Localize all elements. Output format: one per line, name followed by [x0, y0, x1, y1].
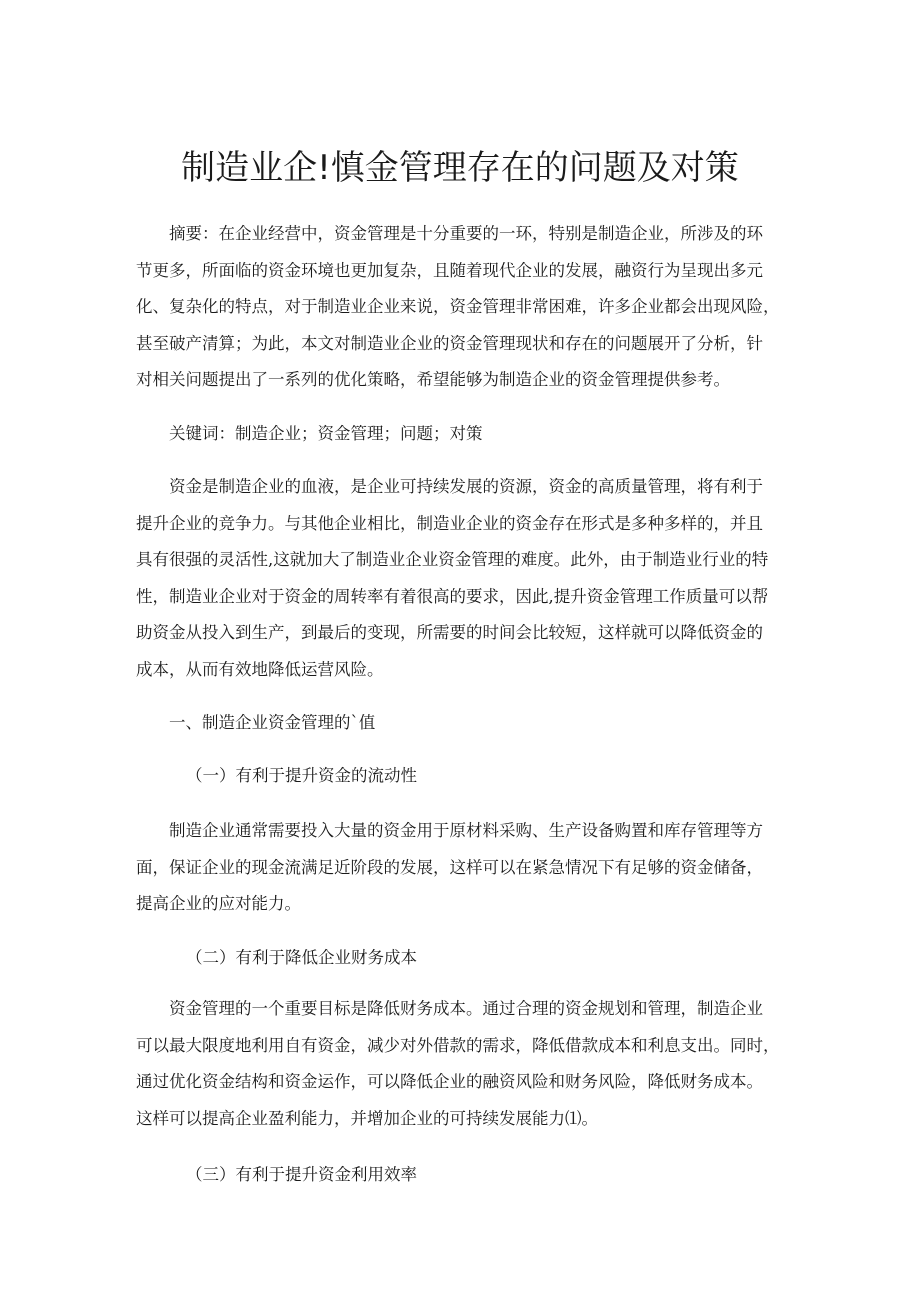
text-line: 通过优化资金结构和资金运作，可以降低企业的融资风险和财务风险，降低财务成本。: [136, 1072, 763, 1092]
subsection-heading: （一）有利于提升资金的流动性: [186, 766, 417, 785]
text-line: 摘要：在企业经营中，资金管理是十分重要的一环，特别是制造企业，所涉及的环: [169, 224, 763, 243]
text-line: 可以最大限度地利用自有资金，减少对外借款的需求，降低借款成本和利息支出。同时，: [136, 1035, 780, 1055]
text-line: 提升企业的竞争力。与其他企业相比，制造业企业的资金存在形式是多种多样的，并且: [136, 513, 763, 533]
keywords-line: 关键词：制造企业；资金管理；问题；对策: [169, 424, 483, 443]
text-line: 提高企业的应对能力。: [136, 894, 301, 914]
subsection-1-paragraph: [136, 813, 788, 923]
subsection-heading: （二）有利于降低企业财务成本: [186, 948, 417, 967]
text-line: 化、复杂化的特点，对于制造业企业来说，资金管理非常困难，许多企业都会出现风险，: [136, 297, 780, 317]
text-line: 成本，从而有效地降低运营风险。: [136, 659, 384, 679]
text-line: 性，制造业企业对于资金的周转率有着很高的要求，因此,提升资金管理工作质量可以帮: [136, 586, 769, 606]
text-line: 资金是制造企业的血液，是企业可持续发展的资源，资金的高质量管理，将有利于: [169, 477, 763, 496]
text-line: 面，保证企业的现金流满足近阶段的发展，这样可以在紧急情况下有足够的资金储备，: [136, 857, 763, 877]
text-line: 具有很强的灵活性,这就加大了制造业企业资金管理的难度。此外，由于制造业行业的特: [136, 550, 769, 570]
text-line: 节更多，所面临的资金环境也更加复杂，且随着现代企业的发展，融资行为呈现出多元: [136, 260, 763, 280]
text-line: 甚至破产清算；为此，本文对制造业企业的资金管理现状和存在的问题展开了分析，针: [136, 333, 763, 353]
text-line: 资金管理的一个重要目标是降低财务成本。通过合理的资金规划和管理，制造企业: [169, 999, 763, 1018]
document-title: 制造业企!慎金管理存在的问题及对策: [181, 148, 739, 188]
subsection-2-paragraph: [136, 991, 788, 1137]
text-line: 这样可以提高企业盈利能力，并增加企业的可持续发展能力⑴。: [136, 1108, 598, 1128]
abstract-paragraph: [136, 216, 788, 399]
section-heading: 一、制造企业资金管理的`值: [169, 713, 376, 732]
text-line: 对相关问题提出了一系列的优化策略，希望能够为制造企业的资金管理提供参考。: [136, 370, 730, 390]
text-line: 助资金从投入到生产，到最后的变现，所需要的时间会比较短，这样就可以降低资金的: [136, 623, 763, 643]
text-line: 制造企业通常需要投入大量的资金用于原材料采购、生产设备购置和库存管理等方: [169, 821, 763, 840]
intro-paragraph: [136, 469, 788, 689]
subsection-heading: （三）有利于提升资金利用效率: [186, 1165, 417, 1184]
